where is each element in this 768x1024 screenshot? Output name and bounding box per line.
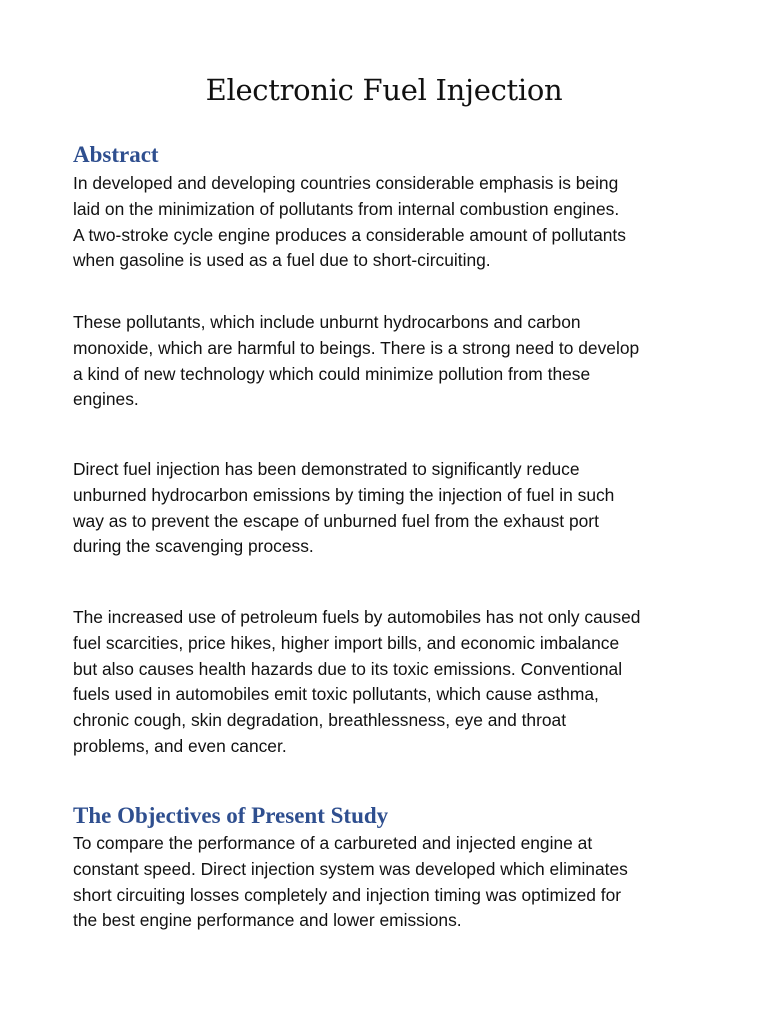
text-line: fuel scarcities, price hikes, higher import bills, and economic imbalance [73, 632, 620, 653]
text-line: but also causes health hazards due to its toxic emissions. Conventional [73, 658, 623, 679]
text-line: problems, and even cancer. [73, 735, 287, 756]
text-line: chronic cough, skin degradation, breathlessness, eye and throat [73, 710, 567, 731]
objectives-paragraph [73, 831, 713, 934]
text-line: constant speed. Direct injection system was developed which eliminates [73, 858, 628, 879]
text-line: a kind of new technology which could minimize pollution from these [73, 363, 591, 384]
text-line: when gasoline is used as a fuel due to short-circuiting. [73, 250, 491, 271]
text-line: unburned hydrocarbon emissions by timing the injection of fuel in such [73, 484, 615, 505]
text-line: laid on the minimization of pollutants from internal combustion engines. [73, 198, 620, 219]
text-line: In developed and developing countries considerable emphasis is being [73, 173, 619, 193]
text-line: during the scavenging process. [73, 536, 314, 557]
text-line: the best engine performance and lower emissions. [73, 910, 462, 931]
text-line: The increased use of petroleum fuels by automobiles has not only caused [73, 607, 641, 627]
abstract-paragraph-1 [73, 171, 713, 274]
text-line: fuels used in automobiles emit toxic pollutants, which cause asthma, [73, 684, 599, 705]
text-line: These pollutants, which include unburnt hydrocarbons and carbon [73, 312, 581, 332]
page-title: Electronic Fuel Injection [205, 73, 563, 107]
objectives-heading: The Objectives of Present Study [73, 803, 389, 828]
text-line: way as to prevent the escape of unburned fuel from the exhaust port [73, 510, 599, 531]
text-line: short circuiting losses completely and injection timing was optimized for [73, 884, 622, 905]
abstract-paragraph-3 [73, 457, 713, 560]
text-line: Direct fuel injection has been demonstrated to significantly reduce [73, 459, 580, 479]
abstract-paragraph-4 [73, 605, 713, 760]
abstract-heading: Abstract [73, 142, 159, 167]
text-line: A two-stroke cycle engine produces a considerable amount of pollutants [73, 224, 626, 245]
abstract-paragraph-2 [73, 310, 713, 413]
text-line: monoxide, which are harmful to beings. There is a strong need to develop [73, 337, 640, 358]
text-line: To compare the performance of a carbureted and injected engine at [73, 833, 593, 853]
text-line: engines. [73, 389, 139, 410]
